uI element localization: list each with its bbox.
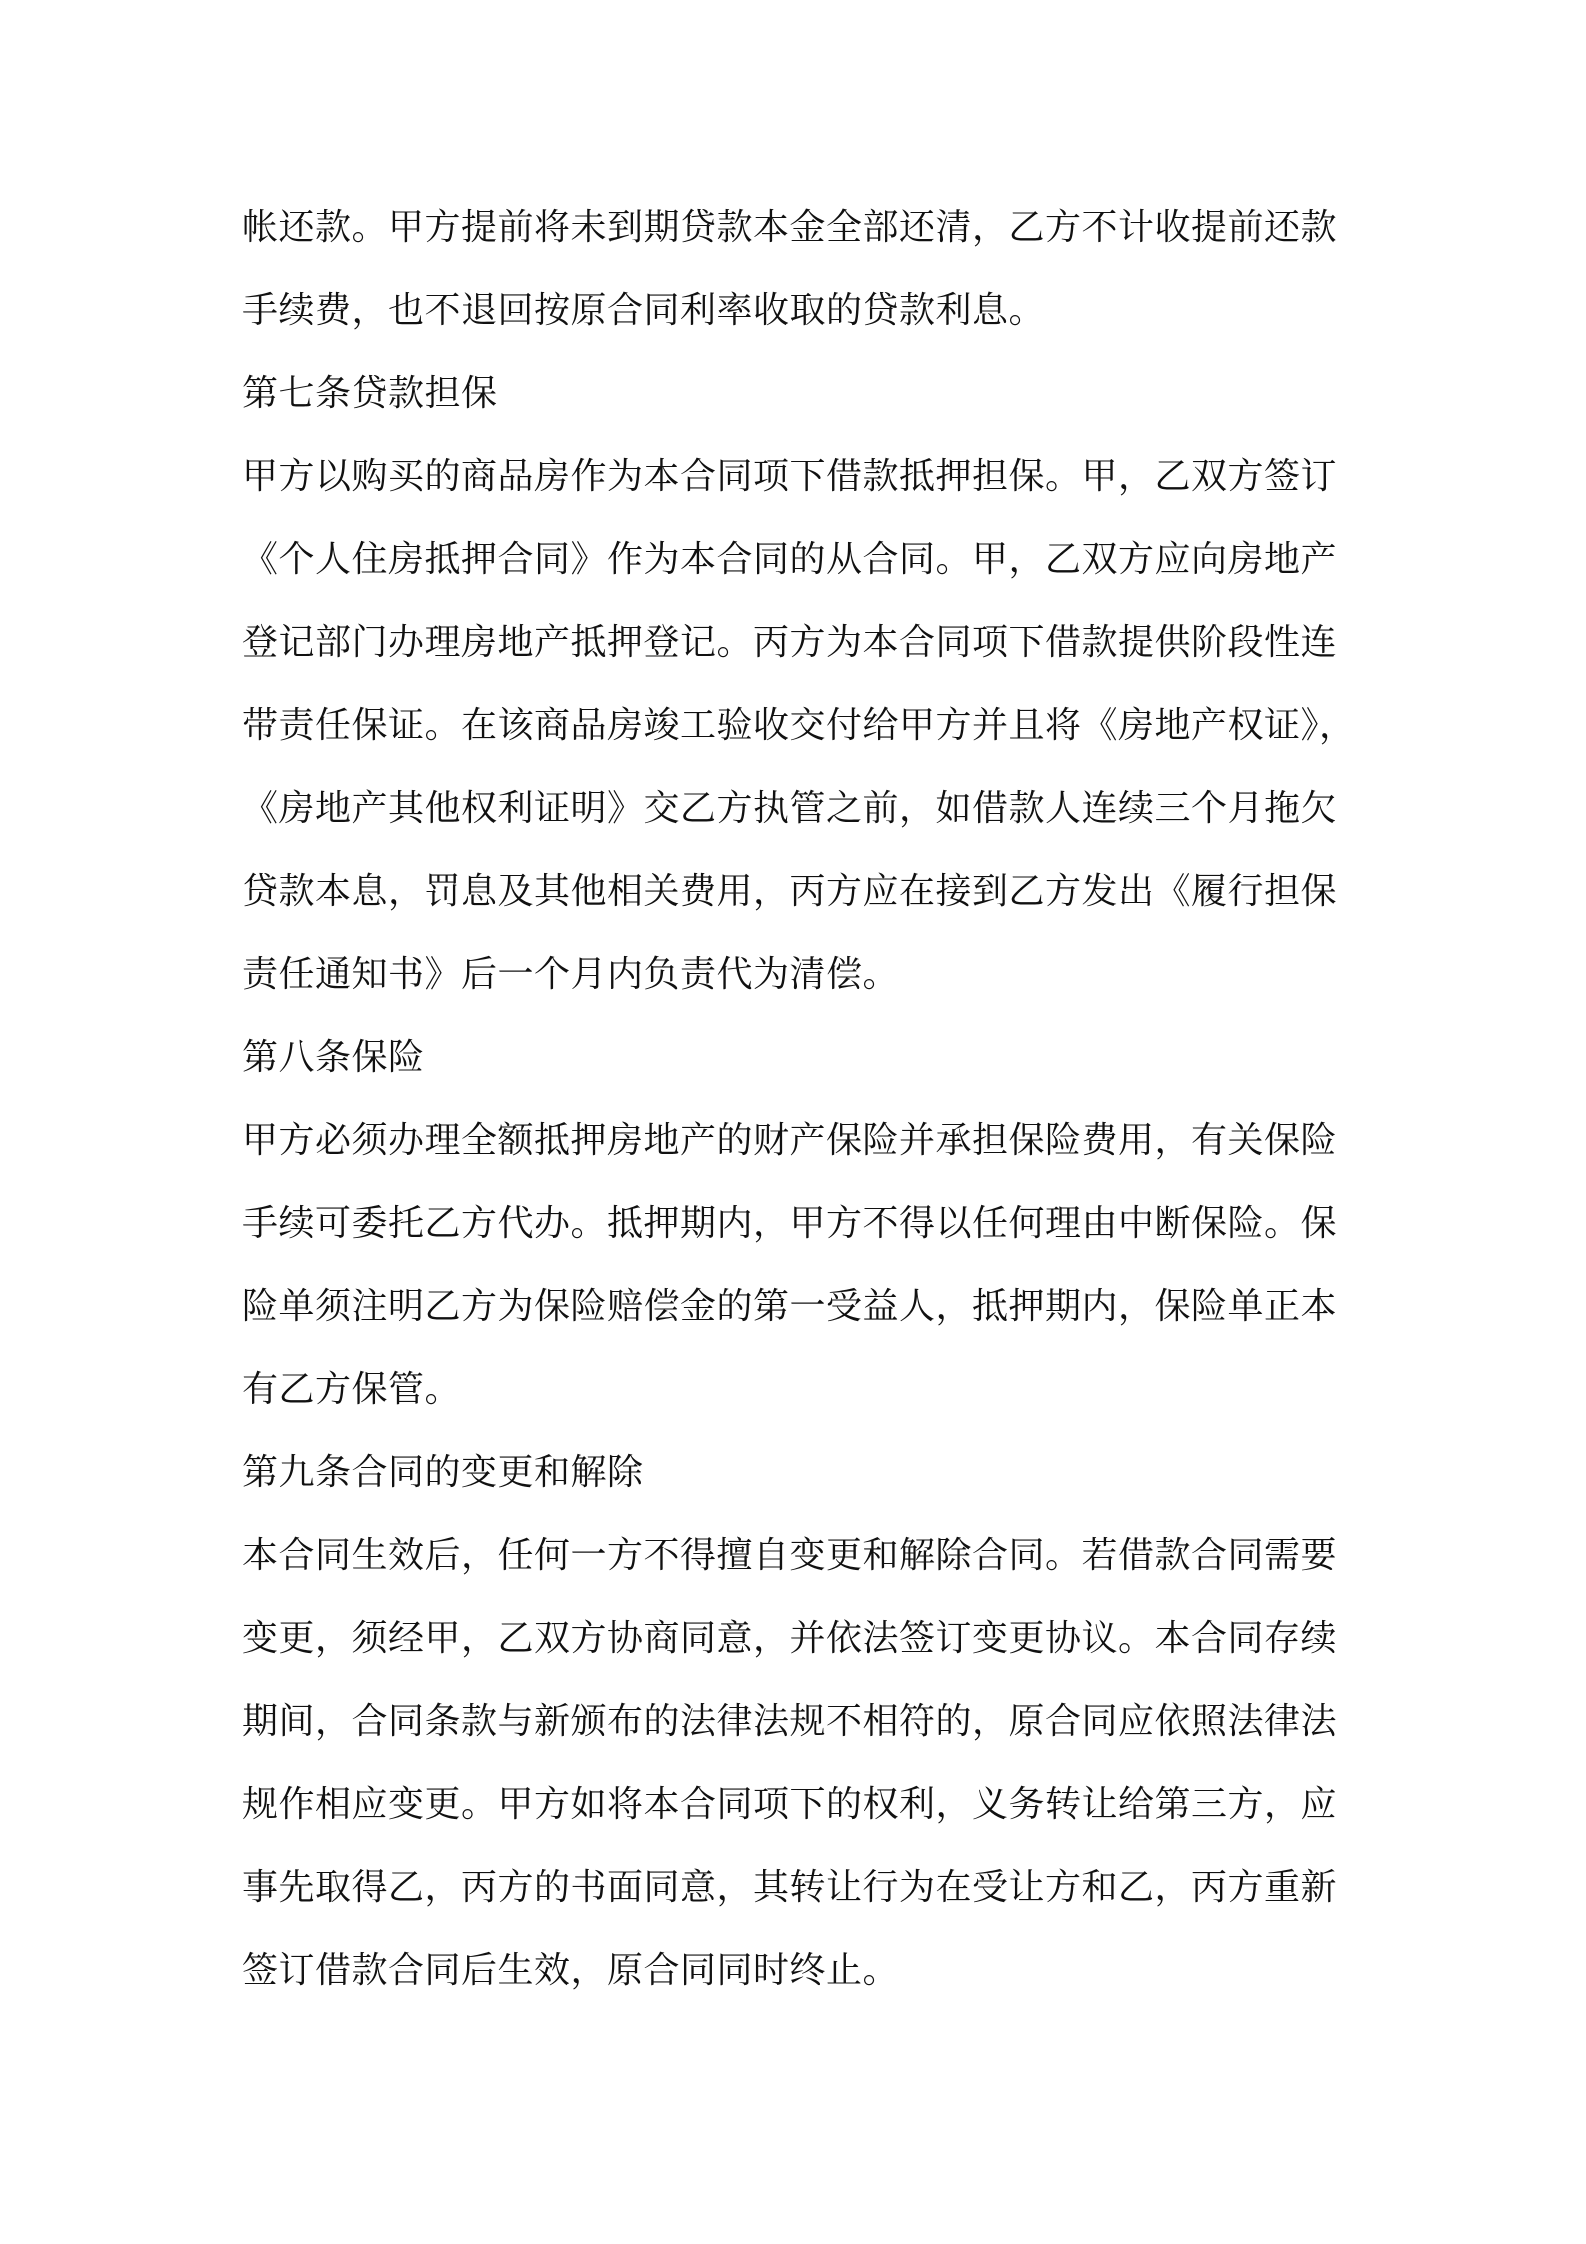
text-line: 手续可委托乙方代办。抵押期内，甲方不得以任何理由中断保险。保 (242, 1203, 1338, 1244)
text-line: 规作相应变更。甲方如将本合同项下的权利，义务转让给第三方，应 (242, 1784, 1338, 1825)
text-line: 甲方以购买的商品房作为本合同项下借款抵押担保。甲，乙双方签订 (242, 456, 1338, 497)
text-line: 甲方必须办理全额抵押房地产的财产保险并承担保险费用，有关保险 (242, 1120, 1338, 1161)
text-line: 责任通知书》后一个月内负责代为清偿。 (242, 954, 900, 995)
text-line: 签订借款合同后生效，原合同同时终止。 (242, 1950, 900, 1991)
text-line: 帐还款。甲方提前将未到期贷款本金全部还清，乙方不计收提前还款 (242, 207, 1338, 248)
text-line: 险单须注明乙方为保险赔偿金的第一受益人，抵押期内，保险单正本 (242, 1286, 1338, 1327)
text-line: 事先取得乙，丙方的书面同意，其转让行为在受让方和乙，丙方重新 (242, 1867, 1338, 1908)
text-line: 贷款本息，罚息及其他相关费用，丙方应在接到乙方发出《履行担保 (242, 871, 1338, 912)
text-line: 本合同生效后，任何一方不得擅自变更和解除合同。若借款合同需要 (242, 1535, 1338, 1576)
section-heading: 第七条贷款担保 (242, 373, 498, 414)
document-body (242, 200, 1362, 2026)
section-heading: 第八条保险 (242, 1037, 425, 1078)
text-line: 变更，须经甲，乙双方协商同意，并依法签订变更协议。本合同存续 (242, 1618, 1338, 1659)
text-line: 《房地产其他权利证明》交乙方执管之前，如借款人连续三个月拖欠 (242, 788, 1338, 829)
section-heading: 第九条合同的变更和解除 (242, 1452, 644, 1493)
text-line: 期间，合同条款与新颁布的法律法规不相符的，原合同应依照法律法 (242, 1701, 1338, 1742)
text-line: 登记部门办理房地产抵押登记。丙方为本合同项下借款提供阶段性连 (242, 622, 1338, 663)
text-line: 《个人住房抵押合同》作为本合同的从合同。甲，乙双方应向房地产 (242, 539, 1338, 580)
text-line: 有乙方保管。 (242, 1369, 462, 1410)
text-line: 手续费，也不退回按原合同利率收取的贷款利息。 (242, 290, 1046, 331)
text-line: 带责任保证。在该商品房竣工验收交付给甲方并且将《房地产权证》， (242, 705, 1356, 746)
